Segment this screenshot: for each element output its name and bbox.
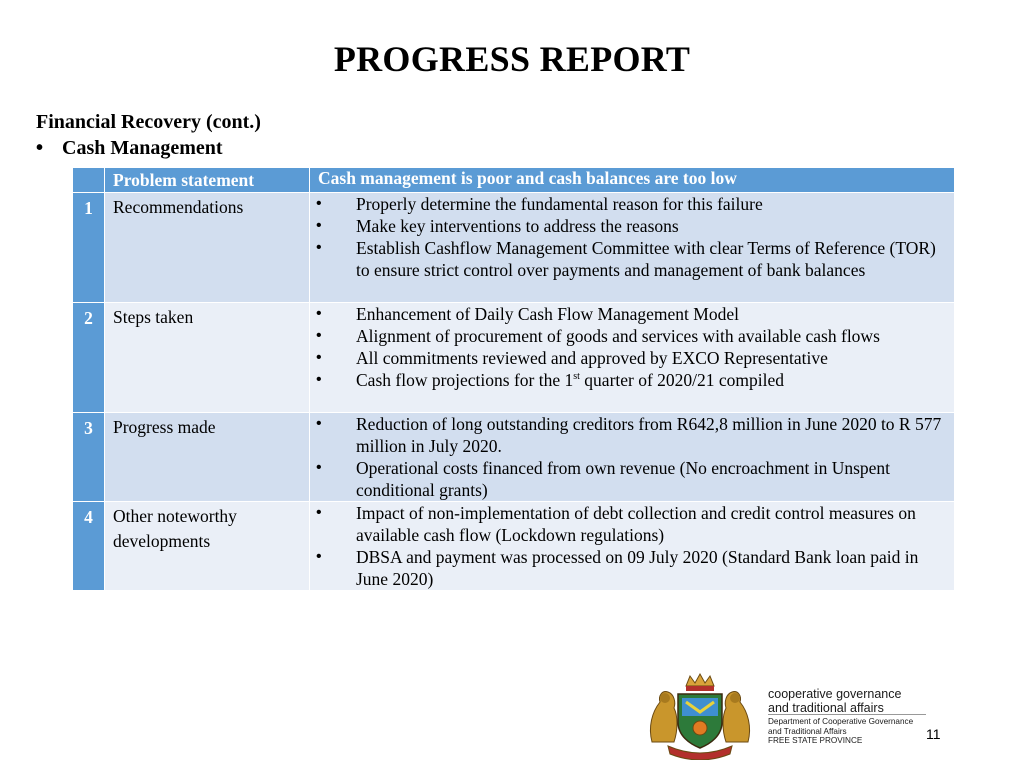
dept-line1: Department of Cooperative Governance — [768, 717, 914, 726]
dept-line2: and Traditional Affairs — [768, 726, 847, 736]
header-number-cell — [73, 168, 105, 193]
org-name-line1: cooperative governance — [768, 687, 902, 701]
superscript-ordinal: st — [573, 371, 580, 383]
list-item — [310, 413, 944, 457]
bullet-icon: • — [316, 504, 322, 521]
list-item — [310, 237, 944, 281]
table-row — [73, 303, 955, 413]
free-state-coat-of-arms-icon — [646, 672, 754, 760]
row-content — [310, 413, 955, 502]
header-value-cell: Cash management is poor and cash balances are too low — [310, 168, 955, 193]
table-header-row — [73, 168, 955, 193]
bullet-icon: • — [316, 371, 322, 388]
list-item-text: Properly determine the fundamental reason for this failure — [356, 194, 763, 214]
bullet-icon: • — [36, 137, 44, 159]
list-item-text: Operational costs financed from own revenue (No encroachment in Unspent conditional grants) — [356, 458, 891, 500]
list-item — [310, 215, 944, 237]
bullet-heading — [36, 137, 223, 160]
bullet-icon: • — [316, 349, 322, 366]
row-content — [310, 303, 955, 413]
bullet-heading-text: Cash Management — [62, 137, 223, 159]
table-row — [73, 193, 955, 303]
footer-divider — [768, 714, 926, 715]
bullet-icon: • — [316, 217, 322, 234]
organisation-name — [768, 687, 901, 715]
org-name-line2: and traditional affairs — [768, 701, 884, 715]
list-item-text: Reduction of long outstanding creditors from R642,8 million in June 2020 to R 577 million in July 2020. — [356, 414, 942, 456]
page-number: 11 — [926, 726, 941, 742]
list-item — [310, 457, 944, 501]
row-number: 3 — [73, 413, 105, 502]
table-row — [73, 413, 955, 502]
bullet-icon: • — [316, 415, 322, 432]
list-item — [310, 303, 944, 325]
list-item — [310, 193, 944, 215]
row-number: 2 — [73, 303, 105, 413]
list-item-text: Make key interventions to address the reasons — [356, 216, 679, 236]
bullet-icon: • — [316, 305, 322, 322]
row-number: 1 — [73, 193, 105, 303]
list-item-text: Alignment of procurement of goods and services with available cash flows — [356, 326, 880, 346]
cash-management-table — [72, 167, 955, 591]
list-item-text: All commitments reviewed and approved by EXCO Representative — [356, 348, 828, 368]
list-item — [310, 347, 944, 369]
header-label-cell: Problem statement — [105, 168, 310, 193]
row-content — [310, 193, 955, 303]
list-item — [310, 502, 944, 546]
bullet-icon: • — [316, 195, 322, 212]
row-label: Steps taken — [105, 303, 310, 413]
bullet-icon: • — [316, 239, 322, 256]
bullet-icon: • — [316, 459, 322, 476]
bullet-icon: • — [316, 327, 322, 344]
dept-line3: FREE STATE PROVINCE — [768, 736, 863, 745]
page-title: PROGRESS REPORT — [333, 39, 691, 79]
list-item — [310, 369, 944, 391]
list-item — [310, 325, 944, 347]
list-item-text-end: quarter of 2020/21 compiled — [579, 370, 785, 390]
bullet-icon: • — [316, 548, 322, 565]
row-number: 4 — [73, 502, 105, 591]
section-heading: Financial Recovery (cont.) — [36, 111, 261, 133]
list-item — [310, 546, 944, 590]
list-item-text: Establish Cashflow Management Committee with clear Terms of Reference (TOR) to ensure strict control over payments and management of bank balances — [356, 238, 936, 280]
list-item-text: Enhancement of Daily Cash Flow Management Model — [356, 304, 739, 324]
list-item-text-start: Cash flow projections for the 1 — [356, 370, 574, 390]
list-item-text: Impact of non-implementation of debt collection and credit control measures on available cash flow (Lockdown regulations) — [356, 503, 916, 545]
list-item-text: DBSA and payment was processed on 09 July 2020 (Standard Bank loan paid in June 2020) — [356, 547, 919, 589]
row-label: Other noteworthy developments — [105, 502, 310, 591]
department-name — [768, 717, 913, 746]
row-label: Recommendations — [105, 193, 310, 303]
row-content — [310, 502, 955, 591]
row-label: Progress made — [105, 413, 310, 502]
table-row — [73, 502, 955, 591]
